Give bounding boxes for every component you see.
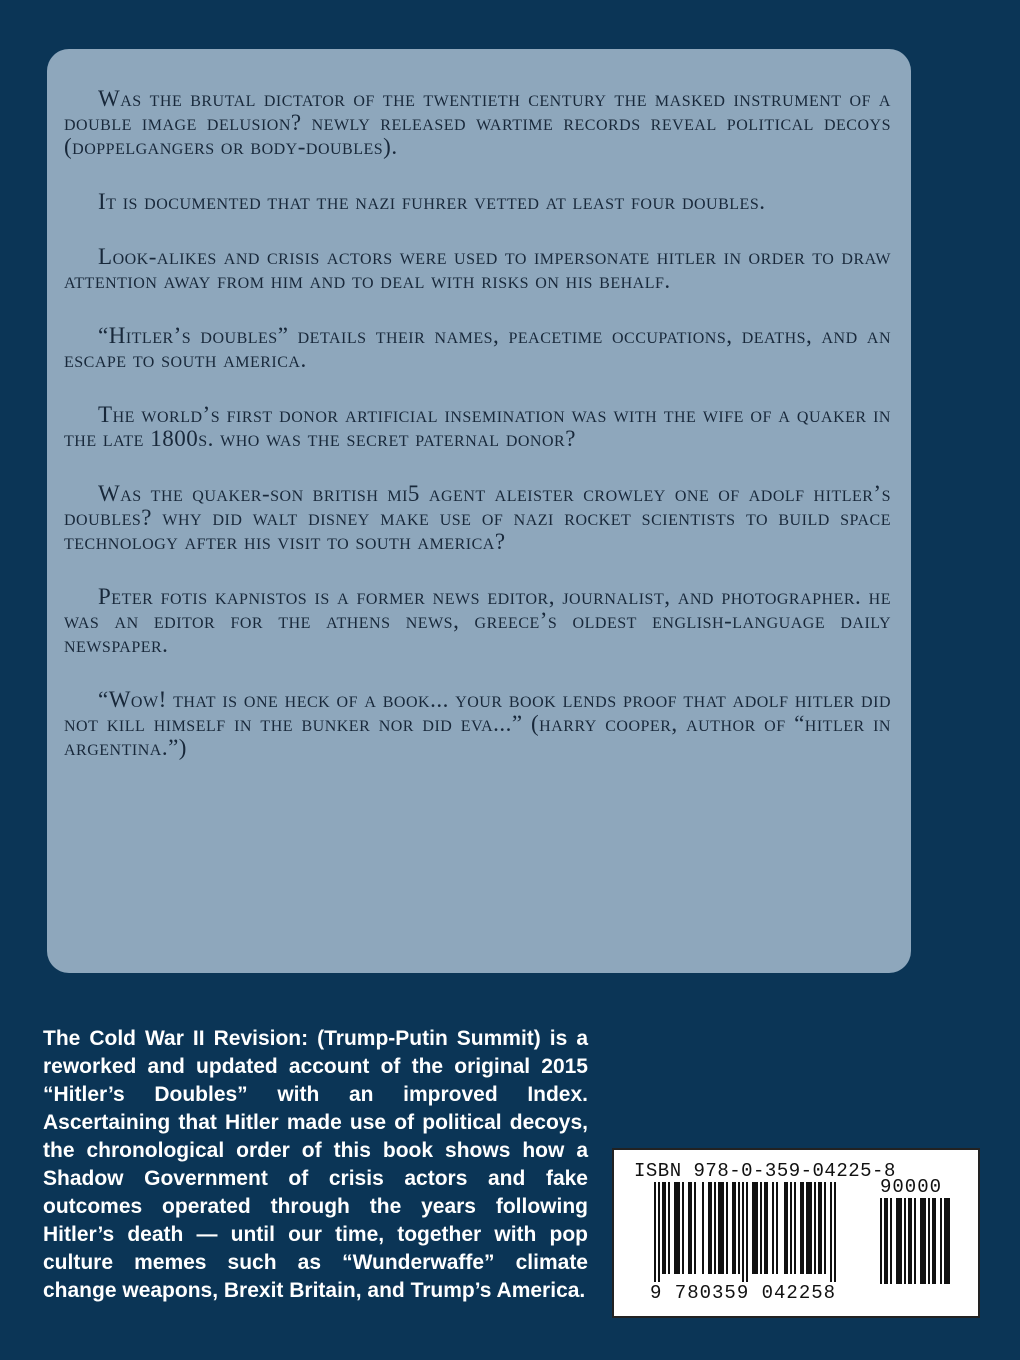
back-cover-text-panel	[47, 49, 911, 973]
ean-digits: 9 780359 042258	[650, 1282, 837, 1304]
panel-paragraph-2: It is documented that the nazi fuhrer vetted at least four doubles.	[98, 189, 766, 214]
panel-paragraph-1: Was the brutal dictator of the twentieth century the masked instrument of a double image delusion? newly released wartime records reveal political decoys (doppelgangers or body-doubles).	[64, 86, 891, 159]
panel-paragraph-6: Was the quaker-son british mi5 agent aleister crowley one of adolf hitler’s doubles? why did walt disney make use of nazi rocket scientists to build space technology after his visit to south america?	[64, 481, 891, 554]
edition-blurb: The Cold War II Revision: (Trump-Putin Summit) is a reworked and updated account of the original 2015 “Hitler’s Doubles” with an improved Index. Ascertaining that Hitler made use of political decoys, the chronological order of this book shows how a Shadow Government of crisis actors and fake outcomes operated through the years following Hitler’s death — until our time, together with pop culture memes such as “Wunderwaffe” climate change weapons, Brexit Britain, and Trump’s America.	[43, 1027, 588, 1302]
isbn-barcode	[612, 1148, 980, 1318]
panel-paragraph-3: Look-alikes and crisis actors were used to impersonate hitler in order to draw attention away from him and to deal with risks on his behalf.	[64, 244, 891, 293]
panel-paragraph-5: The world’s first donor artificial insemination was with the wife of a quaker in the late 1800s. who was the secret paternal donor?	[64, 402, 891, 451]
addon-barcode-bars	[880, 1198, 960, 1284]
panel-paragraph-4: “Hitler’s doubles” details their names, peacetime occupations, deaths, and an escape to south america.	[64, 323, 891, 372]
ean-barcode-bars	[654, 1182, 874, 1282]
addon-digits: 90000	[880, 1176, 943, 1198]
panel-paragraph-8: “Wow! that is one heck of a book... your book lends proof that adolf hitler did not kill himself in the bunker nor did eva...” (harry cooper, author of “hitler in argentina.”)	[64, 687, 891, 760]
isbn-label: ISBN 978-0-359-04225-8	[634, 1160, 896, 1182]
panel-paragraph-7: Peter fotis kapnistos is a former news editor, journalist, and photographer. he was an editor for the athens news, greece’s oldest english-language daily newspaper.	[64, 584, 891, 657]
